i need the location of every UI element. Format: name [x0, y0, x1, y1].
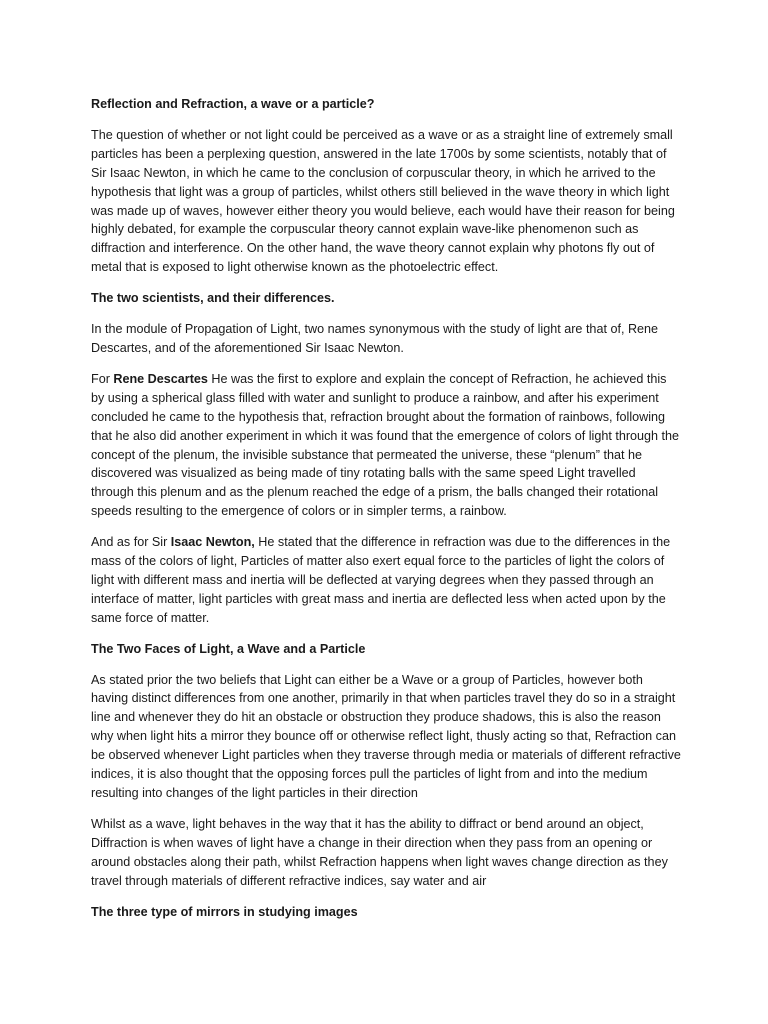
paragraph-newton: [91, 533, 681, 628]
paragraph-newton-body: He stated that the difference in refraction was due to the differences in the mass of the colors of light, Particles of matter also exert equal force to the particles of light the colors of light with different mass and inertia will be deflected at varying degrees when they passed through an interface of matter, light particles with great mass and inertia are deflected less when acted upon by the same force of matter.: [91, 535, 671, 625]
section-heading-two-faces: The Two Faces of Light, a Wave and a Particle: [91, 641, 366, 656]
paragraph-descartes-prefix: For: [91, 371, 114, 386]
paragraph-descartes: [91, 370, 681, 521]
paragraph-particles: As stated prior the two beliefs that Light can either be a Wave or a group of Particles, however both having distinct differences from one another, primarily in that when particles travel they do so in a straight line and whenever they do hit an obstacle or obstruction they produce shadows, this is also the reason why when light hits a mirror they bounce off or otherwise reflect light, thusly acting so that, Refraction can be observed whenever Light particles when they traverse through media or materials of different refractive indices, it is also thought that the opposing forces pull the particles of light from and into the medium resulting into changes of the light particles in their direction: [91, 672, 681, 800]
name-rene-descartes: Rene Descartes: [113, 371, 208, 386]
document-page: [91, 95, 681, 933]
section-heading-two-scientists: The two scientists, and their differences.: [91, 291, 335, 306]
paragraph-descartes-body: He was the first to explore and explain the concept of Refraction, he achieved this by using a spherical glass filled with water and sunlight to produce a rainbow, and after his experiment concluded he came to the hypothesis that, refraction brought about the formation of rainbows, following that he also did another experiment in which it was found that the emergence of colors of light through the concept of the plenum, the invisible substance that permeated the universe, these “plenum” that he discovered was visualized as being made of tiny rotating balls with the same speed Light travelled through this plenum and as the plenum reached the edge of a prism, the balls changed their rotational speeds resulting to the emergence of colors or in simpler terms, a rainbow.: [91, 371, 680, 519]
section-heading-reflection-refraction: Reflection and Refraction, a wave or a particle?: [91, 97, 375, 111]
paragraph-wave: Whilst as a wave, light behaves in the way that it has the ability to diffract or bend around an object, Diffraction is when waves of light have a change in their direction when they pass from an opening or around obstacles along their path, whilst Refraction happens when light waves change direction as they travel through materials of different refractive indices, say water and air: [91, 816, 668, 888]
name-isaac-newton: Isaac Newton,: [170, 535, 255, 550]
paragraph-module: In the module of Propagation of Light, two names synonymous with the study of light are that of, Rene Descartes, and of the aforementioned Sir Isaac Newton.: [91, 322, 659, 355]
paragraph-newton-prefix: And as for Sir: [91, 535, 171, 550]
section-heading-mirrors: The three type of mirrors in studying images: [91, 904, 358, 919]
paragraph-intro: The question of whether or not light could be perceived as a wave or as a straight line of extremely small particles has been a perplexing question, answered in the late 1700s by some scientists, notably that of Sir Isaac Newton, in which he came to the conclusion of corpuscular theory, in which he arrived to the hypothesis that light was a group of particles, whilst others still believed in the wave theory in which light was made up of waves, however either theory you would believe, each would have their reason for being highly debated, for example the corpuscular theory cannot explain wave-like phenomenon such as diffraction and interference. On the other hand, the wave theory cannot explain why photons fly out of metal that is exposed to light otherwise known as the photoelectric effect.: [91, 127, 675, 275]
